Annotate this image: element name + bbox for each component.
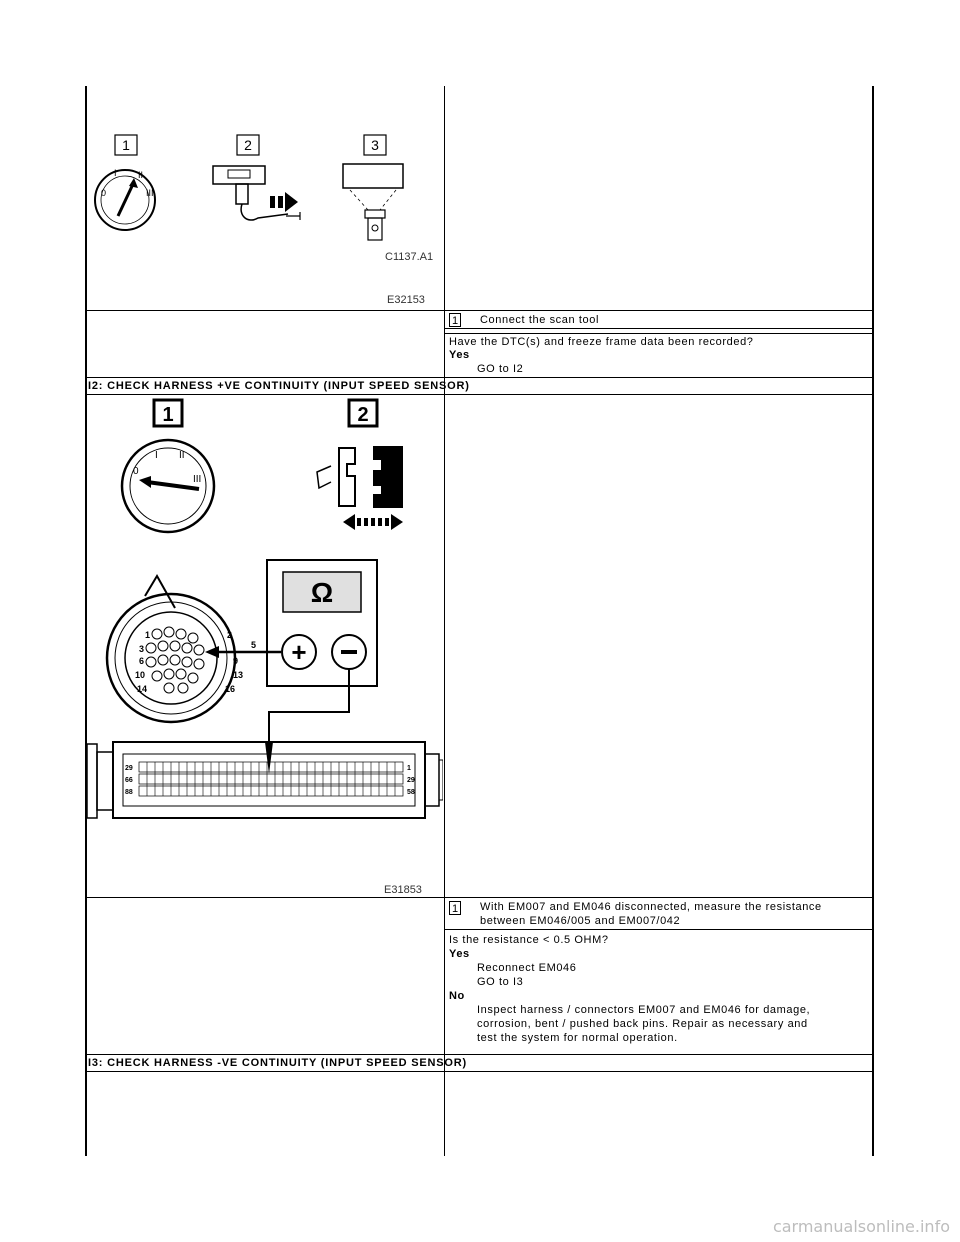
step-number-box: 1 (449, 901, 461, 915)
table-right-border (872, 86, 874, 1156)
svg-text:0: 0 (101, 188, 107, 198)
callout-3: 3 (371, 137, 379, 153)
sensor-connector-icon (107, 576, 256, 722)
step-instruction: Connect the scan tool (480, 314, 600, 326)
row-divider (85, 310, 874, 311)
svg-text:6: 6 (139, 656, 145, 666)
yes-action-link[interactable]: GO to I2 (477, 363, 524, 375)
row-divider (85, 1071, 874, 1072)
callout-2: 2 (357, 404, 369, 426)
svg-text:16: 16 (225, 684, 236, 694)
svg-text:I: I (114, 168, 117, 178)
image-code-label: E31853 (384, 884, 422, 896)
row-divider (85, 897, 874, 898)
scan-tool-icon (343, 164, 403, 240)
figure-continuity-test-diagram (87, 396, 443, 896)
negative-lead (269, 669, 349, 762)
svg-text:1: 1 (145, 630, 151, 640)
svg-text:Ω: Ω (310, 577, 334, 608)
step-instruction-line2: between EM046/005 and EM007/042 (480, 915, 681, 927)
svg-text:I: I (155, 450, 158, 461)
no-action-line2: corrosion, bent / pushed back pins. Repair as necessary and (477, 1018, 808, 1030)
multimeter-icon (267, 560, 377, 686)
svg-text:88: 88 (125, 789, 133, 796)
step-question: Is the resistance < 0.5 OHM? (449, 934, 609, 946)
table-middle-divider (444, 86, 445, 1156)
callout-1: 1 (122, 137, 130, 153)
connector-disconnect-icon (317, 446, 403, 530)
svg-text:14: 14 (137, 684, 148, 694)
step-question: Have the DTC(s) and freeze frame data been recorded? (449, 336, 754, 348)
watermark: carmanualsonline.info (772, 1217, 950, 1236)
no-action-line3: test the system for normal operation. (477, 1032, 678, 1044)
image-code-label: E32153 (387, 294, 425, 306)
callout-1: 1 (162, 404, 174, 426)
row-divider (445, 328, 874, 329)
section-header-i3: I3: CHECK HARNESS -VE CONTINUITY (INPUT SPEED SENSOR) (88, 1057, 467, 1069)
svg-text:10: 10 (135, 670, 146, 680)
svg-text:II: II (138, 170, 144, 180)
section-header-i2: I2: CHECK HARNESS +VE CONTINUITY (INPUT SPEED SENSOR) (88, 380, 470, 392)
callout-2: 2 (244, 137, 252, 153)
no-label: No (449, 990, 465, 1002)
row-divider (85, 394, 874, 395)
svg-text:5: 5 (251, 640, 257, 650)
svg-text:III: III (146, 188, 154, 198)
yes-action-link[interactable]: GO to I3 (477, 976, 524, 988)
part-code-label: C1137.A1 (385, 251, 434, 263)
no-action-line1: Inspect harness / connectors EM007 and EM046 for damage, (477, 1004, 811, 1016)
svg-text:9: 9 (233, 656, 239, 666)
yes-label: Yes (449, 349, 470, 361)
svg-text:29: 29 (407, 777, 415, 784)
svg-text:13: 13 (233, 670, 244, 680)
svg-text:2: 2 (227, 630, 233, 640)
svg-text:II: II (179, 450, 185, 461)
yes-label: Yes (449, 948, 470, 960)
row-divider (445, 929, 874, 930)
svg-text:29: 29 (125, 765, 133, 772)
svg-text:III: III (193, 474, 202, 485)
svg-text:+: + (291, 637, 307, 667)
figure-scan-tool-diagram (88, 92, 442, 308)
step-instruction-line1: With EM007 and EM046 disconnected, measure the resistance (480, 901, 822, 913)
svg-text:66: 66 (125, 777, 133, 784)
diagnostic-connector-icon (213, 166, 300, 220)
svg-text:3: 3 (139, 644, 145, 654)
ecm-connector-icon (87, 742, 443, 818)
row-divider (85, 377, 874, 378)
svg-text:1: 1 (407, 765, 411, 772)
yes-action-reconnect: Reconnect EM046 (477, 962, 577, 974)
svg-text:0: 0 (133, 466, 139, 477)
row-divider (85, 1054, 874, 1055)
step-number-box: 1 (449, 313, 461, 327)
ignition-switch-icon (95, 168, 155, 230)
row-divider (445, 333, 874, 334)
ignition-switch-icon (122, 440, 214, 532)
svg-text:58: 58 (407, 789, 415, 796)
